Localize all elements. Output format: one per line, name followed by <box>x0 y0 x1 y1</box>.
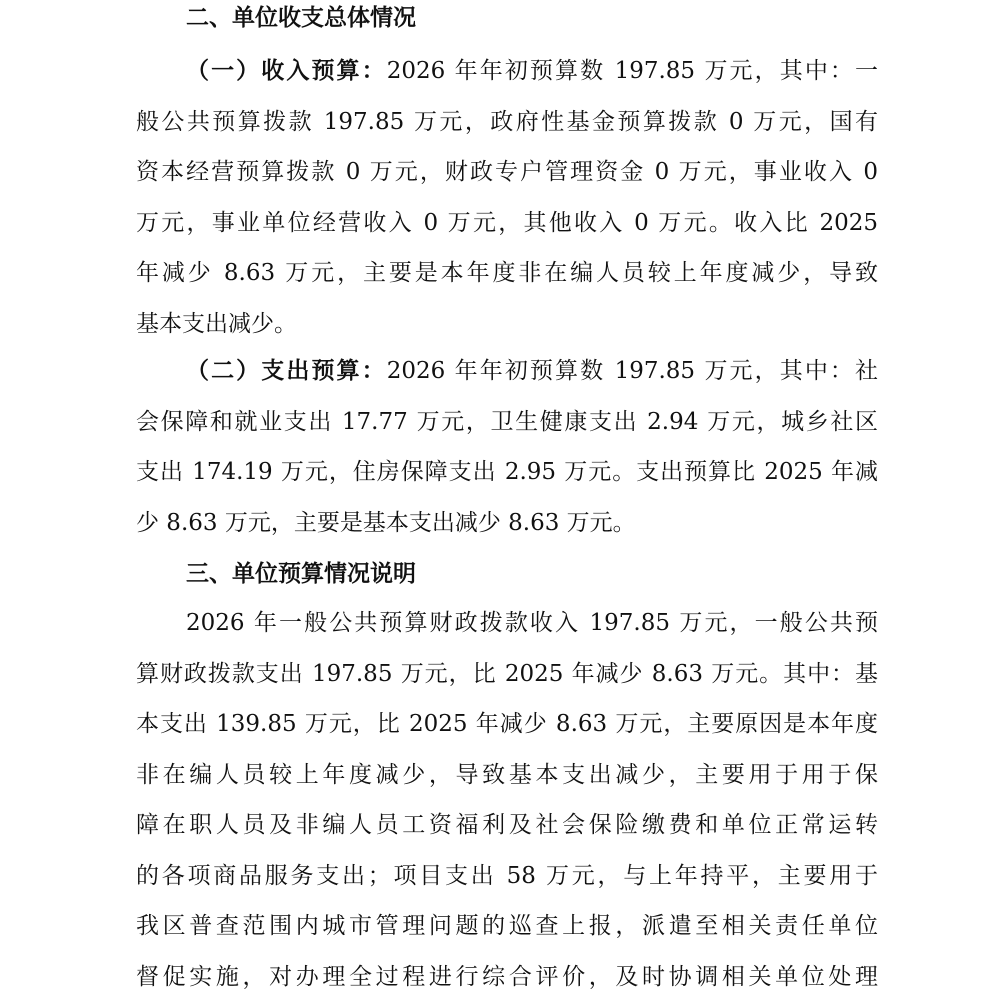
expense-budget-paragraph <box>136 346 878 548</box>
budget-explanation-paragraph <box>136 598 878 1002</box>
income-budget-label: （一）收入预算： <box>186 58 387 84</box>
paragraph-line: 我区普查范围内城市管理问题的巡查上报，派遣至相关责任单位 <box>136 901 878 952</box>
paragraph-line: （二）支出预算：2026 年年初预算数 197.85 万元，其中：社 <box>136 346 878 397</box>
income-budget-paragraph <box>136 46 878 349</box>
section-heading-overall: 二、单位收支总体情况 <box>186 4 416 32</box>
paragraph-line: 会保障和就业支出 17.77 万元，卫生健康支出 2.94 万元，城乡社区 <box>136 397 878 448</box>
paragraph-line: 资本经营预算拨款 0 万元，财政专户管理资金 0 万元，事业收入 0 <box>136 147 878 198</box>
paragraph-line: 基本支出减少。 <box>136 299 878 350</box>
paragraph-line: 本支出 139.85 万元，比 2025 年减少 8.63 万元，主要原因是本年度 <box>136 699 878 750</box>
paragraph-line: 般公共预算拨款 197.85 万元，政府性基金预算拨款 0 万元，国有 <box>136 97 878 148</box>
paragraph-line: 算财政拨款支出 197.85 万元，比 2025 年减少 8.63 万元。其中：基 <box>136 649 878 700</box>
section-heading-budget-explanation: 三、单位预算情况说明 <box>186 560 416 588</box>
paragraph-line: （一）收入预算：2026 年年初预算数 197.85 万元，其中：一 <box>136 46 878 97</box>
paragraph-line: 年减少 8.63 万元，主要是本年度非在编人员较上年度减少，导致 <box>136 248 878 299</box>
paragraph-line: 2026 年一般公共预算财政拨款收入 197.85 万元，一般公共预 <box>136 598 878 649</box>
paragraph-line: 少 8.63 万元，主要是基本支出减少 8.63 万元。 <box>136 498 878 549</box>
expense-budget-label: （二）支出预算： <box>186 358 387 384</box>
paragraph-line: 督促实施，对办理全过程进行综合评价，及时协调相关单位处理 <box>136 952 878 1002</box>
paragraph-line: 非在编人员较上年度减少，导致基本支出减少，主要用于用于保 <box>136 750 878 801</box>
paragraph-line: 障在职人员及非编人员工资福利及社会保险缴费和单位正常运转 <box>136 800 878 851</box>
paragraph-line: 支出 174.19 万元，住房保障支出 2.95 万元。支出预算比 2025 年减 <box>136 447 878 498</box>
paragraph-line: 万元，事业单位经营收入 0 万元，其他收入 0 万元。收入比 2025 <box>136 198 878 249</box>
paragraph-line: 的各项商品服务支出；项目支出 58 万元，与上年持平，主要用于 <box>136 851 878 902</box>
